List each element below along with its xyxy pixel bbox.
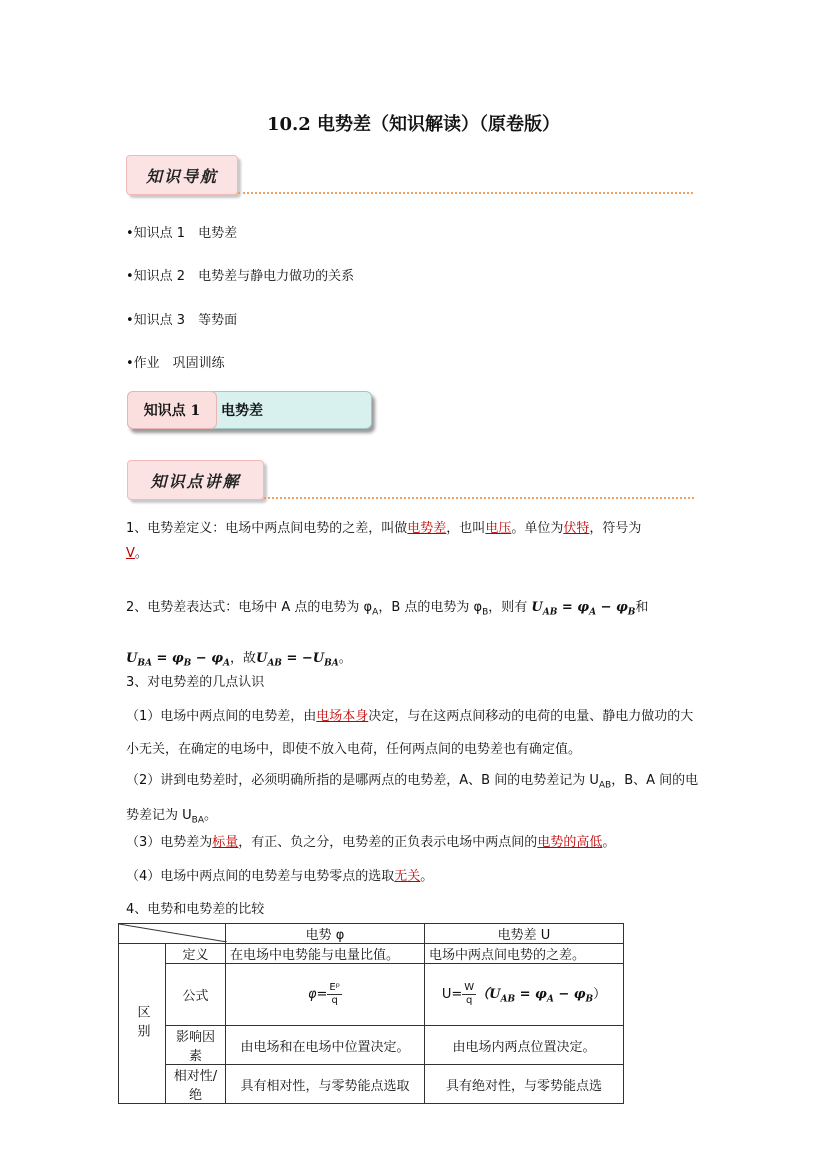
formula-relation: $U_{AB} = -U_{BA}$	[255, 650, 339, 669]
row-label-definition: 定义	[166, 944, 226, 964]
cell-def-u: 电场中两点间电势的之差。	[425, 944, 624, 964]
row-label-factors: 影响因素	[166, 1026, 226, 1065]
section-4-heading: 4、电势和电势差的比较	[126, 902, 265, 917]
cell-formula-u: U= $\frac{W}{q}$ $(U_{AB} = \varphi_A - \varphi_B)$	[425, 964, 624, 1026]
cell-formula-phi: φ= $\frac{\text{Eᵖ}}{q}$	[226, 964, 425, 1026]
nav-badge: 知识导航	[126, 155, 238, 195]
nav-item-4[interactable]: •作业 巩固训练	[126, 356, 225, 371]
cell-relativity-phi: 具有相对性，与零势能点选取	[226, 1065, 425, 1104]
point-1-paragraph: （1）电场中两点间的电势差，由电场本身决定，与在这两点间移动的电荷的电量、静电力做功的大小无关，在确定的电场中，即使不放入电荷，任何两点间的电势差也有确定值。	[126, 709, 694, 757]
cell-factors-phi: 由电场和在电场中位置决定。	[226, 1026, 425, 1065]
point-4-paragraph: （4）电场中两点间的电势差与电势零点的选取无关。	[126, 869, 434, 884]
explain-badge: 知识点讲解	[127, 460, 264, 500]
section-3-heading: 3、对电势差的几点认识	[126, 675, 265, 690]
formula-uab: $U_{AB} = \varphi_A - \varphi_B$	[531, 600, 636, 618]
expression-paragraph: 2、电势差表达式：电场中 A 点的电势为 $\varphi_A$，B 点的电势为 $\varphi_B$，则有 $U_{AB} = \varphi_A - \varphi_B$和 $U_{BA} = \varphi_B - \varphi_A$，故$U_{AB} = -U_{BA}$。	[126, 600, 649, 669]
table-corner-cell	[119, 924, 226, 944]
point-3-paragraph: （3）电势差为标量，有正、负之分，电势差的正负表示电场中两点间的电势的高低。	[126, 835, 616, 850]
kp-tag: 知识点 1	[127, 391, 217, 429]
definition-paragraph: 1、电势差定义：电场中两点间电势的之差，叫做电势差，也叫电压。单位为伏特，符号为 V。	[126, 521, 642, 561]
cell-factors-u: 由电场内两点位置决定。	[425, 1026, 624, 1065]
nav-item-1[interactable]: •知识点 1 电势差	[126, 226, 238, 241]
comparison-table	[118, 923, 624, 1104]
cell-relativity-u: 具有绝对性，与零势能点选	[425, 1065, 624, 1104]
nav-dotted-divider	[238, 192, 693, 194]
nav-item-3[interactable]: •知识点 3 等势面	[126, 313, 238, 328]
cell-def-phi: 在电场中电势能与电量比值。	[226, 944, 425, 964]
header-potential: 电势 φ	[226, 924, 425, 944]
page-title: 10.2 电势差（知识解读）（原卷版）	[266, 114, 561, 135]
kp-label: 电势差	[221, 403, 263, 419]
nav-item-2[interactable]: •知识点 2 电势差与静电力做功的关系	[126, 269, 355, 284]
group-label: 区别	[119, 944, 166, 1104]
header-potential-difference: 电势差 U	[425, 924, 624, 944]
knowledge-point-1-header	[127, 391, 370, 429]
formula-uba: $U_{BA} = \varphi_B - \varphi_A$	[126, 650, 230, 669]
explain-dotted-divider	[264, 497, 694, 499]
row-label-formula: 公式	[166, 964, 226, 1026]
point-2-paragraph: （2）讲到电势差时，必须明确所指的是哪两点的电势差，A、B 间的电势差记为 $U_{AB}$，B、A 间的电势差记为 $U_{BA}$。	[126, 773, 699, 826]
diagonal-line	[119, 924, 227, 942]
row-label-relativity: 相对性/绝	[166, 1065, 226, 1104]
